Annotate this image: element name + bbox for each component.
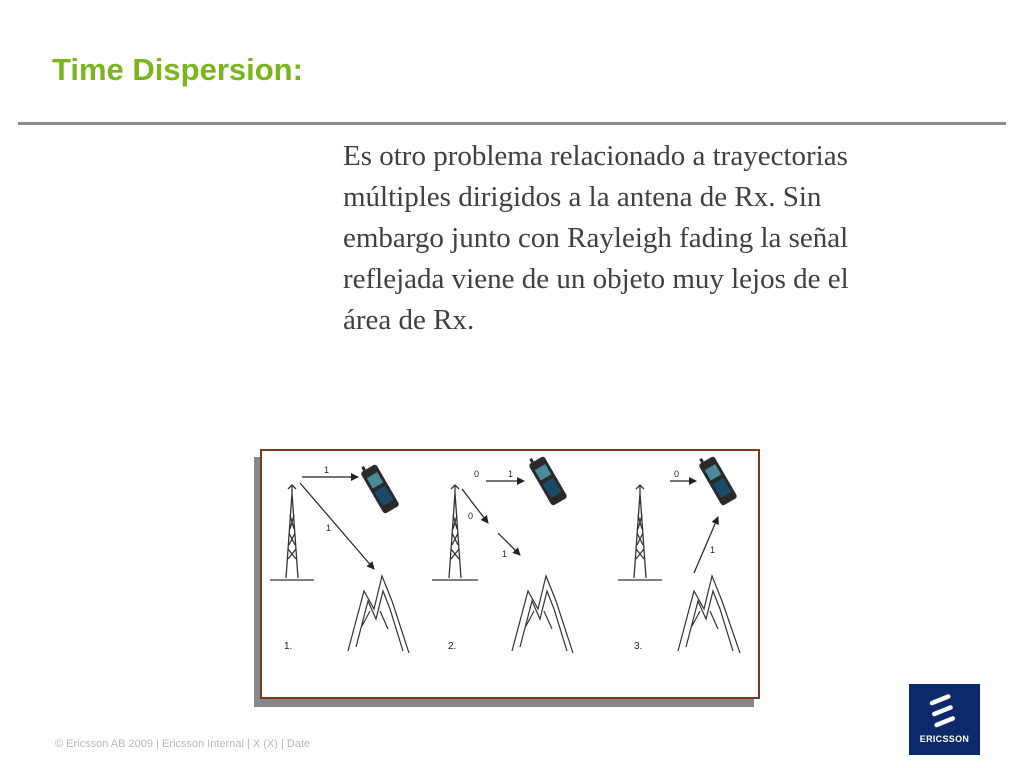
body-line: embargo junto con Rayleigh fading la señal bbox=[343, 222, 849, 254]
ericsson-logo bbox=[909, 684, 980, 755]
panel-2 bbox=[432, 452, 573, 653]
mountain-icon bbox=[348, 576, 409, 653]
path-label: 0 bbox=[474, 469, 480, 479]
path-label: 1 bbox=[324, 465, 330, 475]
path-label: 0 bbox=[674, 469, 680, 479]
phone-icon bbox=[526, 452, 568, 506]
ericsson-logo-mark-icon bbox=[909, 684, 980, 755]
signal-arrow bbox=[670, 481, 718, 573]
panel-3 bbox=[618, 452, 740, 653]
path-label: 0 bbox=[468, 511, 474, 521]
panel-number: 2. bbox=[448, 641, 457, 652]
body-line: área de Rx. bbox=[343, 304, 475, 336]
body-line: Es otro problema relacionado a trayectorias bbox=[343, 140, 848, 172]
multipath-diagram-svg bbox=[262, 451, 762, 701]
multipath-diagram bbox=[260, 449, 760, 699]
body-line: reflejada viene de un objeto muy lejos de el bbox=[343, 263, 849, 295]
logo-wordmark: ERICSSON bbox=[919, 734, 970, 744]
path-label: 1 bbox=[326, 523, 332, 533]
path-label: 1 bbox=[502, 549, 508, 559]
slide-title: Time Dispersion: bbox=[52, 52, 303, 87]
path-label: 1 bbox=[508, 469, 514, 479]
tower-icon bbox=[270, 485, 314, 580]
signal-arrow bbox=[300, 477, 374, 569]
panel-1 bbox=[270, 460, 409, 653]
tower-icon bbox=[618, 485, 662, 580]
tower-icon bbox=[432, 485, 478, 580]
mountain-icon bbox=[512, 576, 573, 653]
panel-number: 3. bbox=[634, 641, 643, 652]
body-line: múltiples dirigidos a la antena de Rx. Sin bbox=[343, 181, 822, 213]
mountain-icon bbox=[678, 576, 740, 653]
path-label: 1 bbox=[710, 545, 716, 555]
footer-text: © Ericsson AB 2009 | Ericsson Internal | X (X) | Date bbox=[55, 738, 311, 750]
body-paragraph bbox=[343, 136, 963, 341]
phone-icon bbox=[696, 452, 738, 506]
panel-number: 1. bbox=[284, 641, 293, 652]
phone-icon bbox=[358, 460, 400, 514]
title-divider bbox=[18, 122, 1006, 125]
